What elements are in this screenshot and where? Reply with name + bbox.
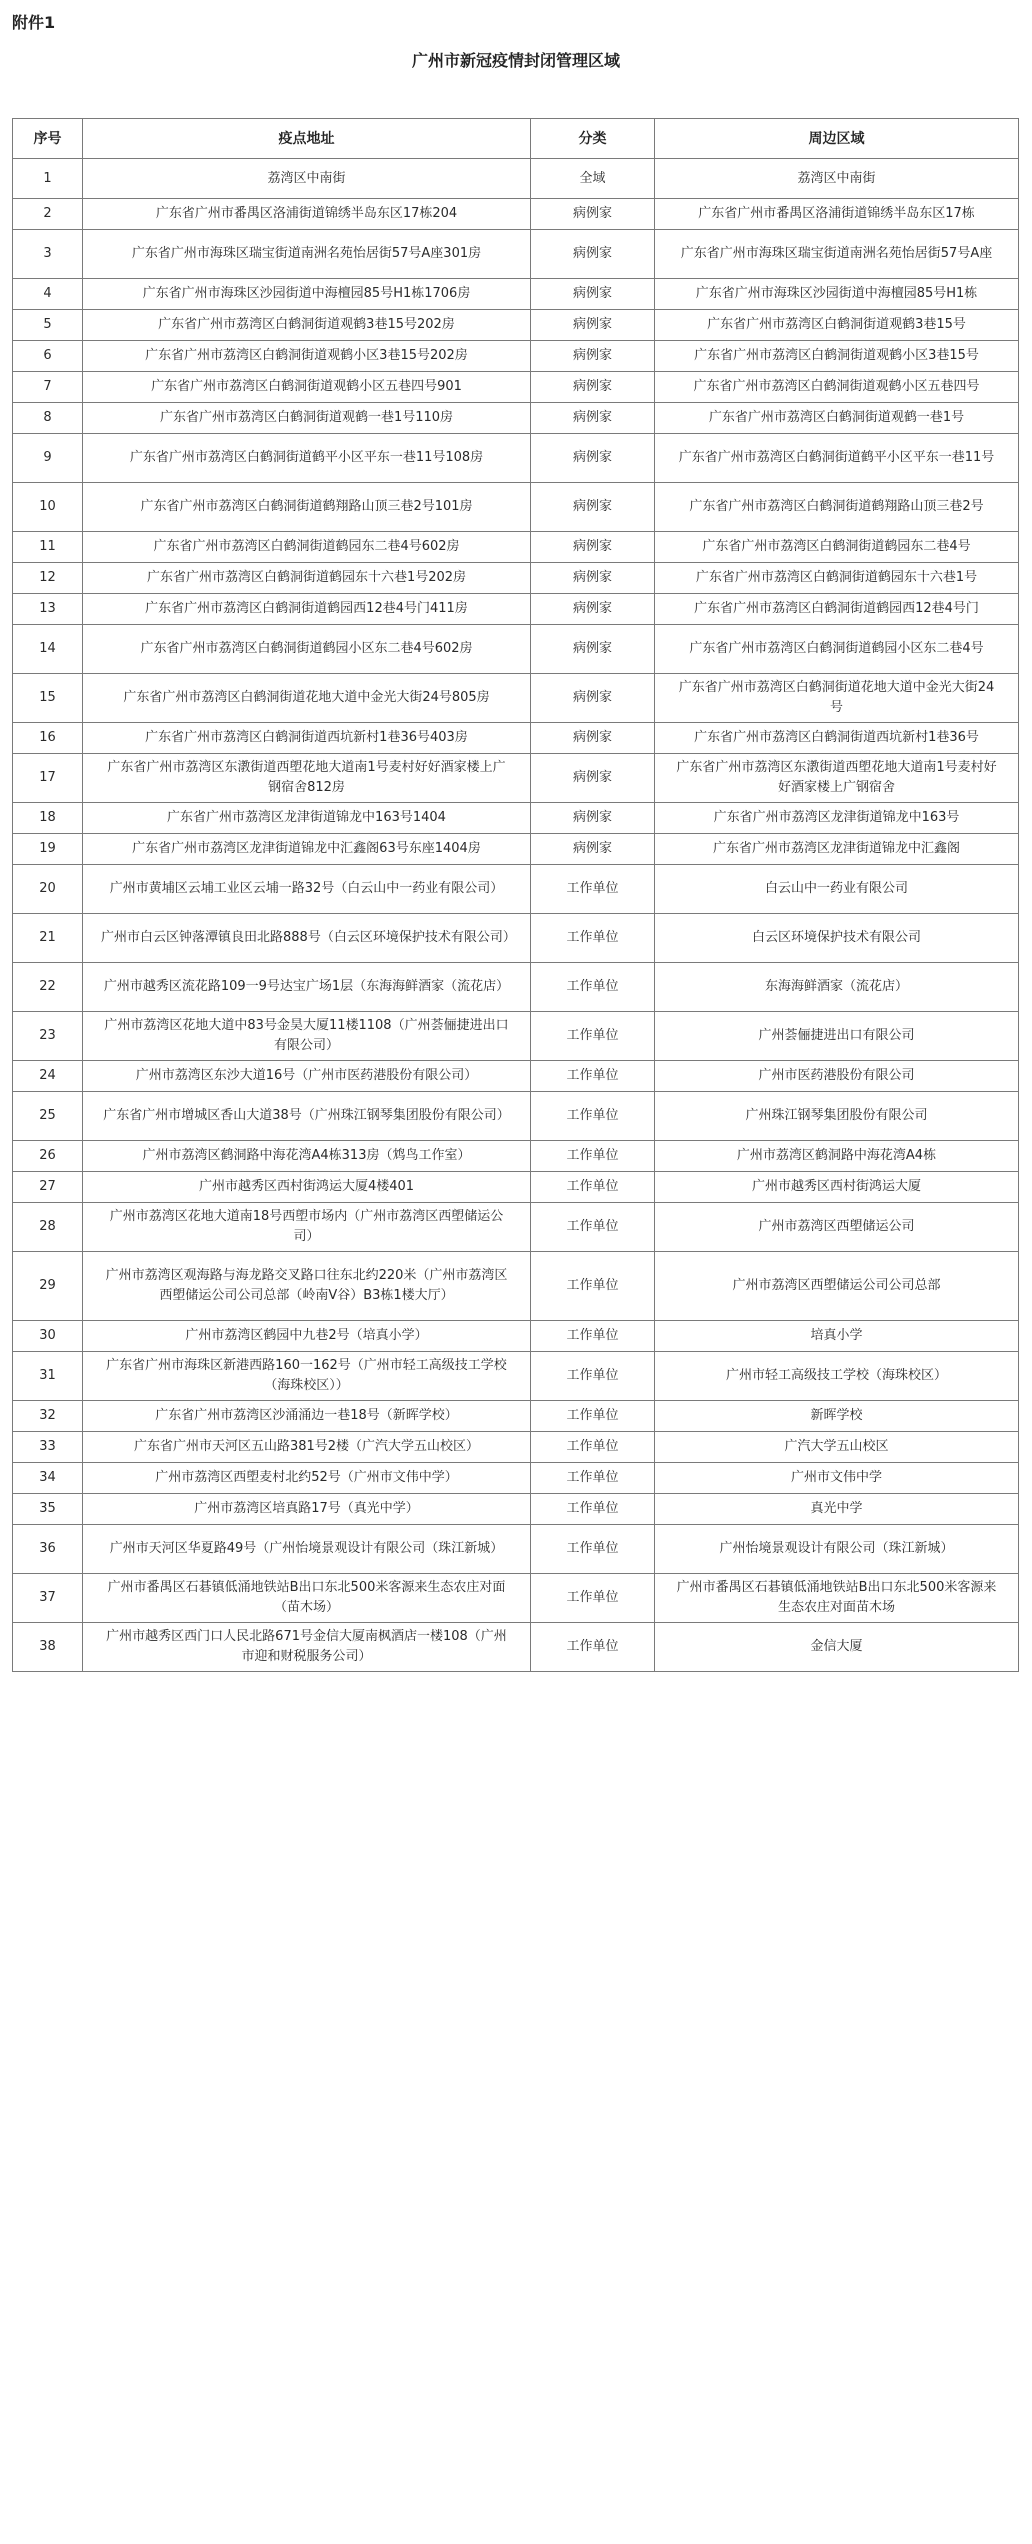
row-category: 病例家 [531,594,655,625]
row-category: 工作单位 [531,865,655,914]
table-row [13,1172,1019,1203]
row-seq: 38 [13,1623,83,1672]
row-category: 病例家 [531,199,655,230]
row-area: 广东省广州市荔湾区白鹤洞街道观鹤3巷15号 [655,310,1019,341]
row-seq: 4 [13,279,83,310]
row-category: 病例家 [531,310,655,341]
row-category: 病例家 [531,230,655,279]
row-area: 广东省广州市荔湾区白鹤洞街道鹤平小区平东一巷11号 [655,434,1019,483]
row-area: 白云山中一药业有限公司 [655,865,1019,914]
row-address: 广东省广州市荔湾区白鹤洞街道鹤翔路山顶三巷2号101房 [83,483,531,532]
row-category: 工作单位 [531,1252,655,1321]
row-category: 工作单位 [531,1623,655,1672]
row-seq: 10 [13,483,83,532]
row-seq: 32 [13,1401,83,1432]
row-category: 全域 [531,159,655,199]
row-address: 广东省广州市海珠区瑞宝街道南洲名苑怡居街57号A座301房 [83,230,531,279]
row-seq: 21 [13,914,83,963]
table-row [13,594,1019,625]
row-address: 广东省广州市荔湾区白鹤洞街道观鹤一巷1号110房 [83,403,531,434]
row-area: 广东省广州市荔湾区白鹤洞街道鹤园西12巷4号门 [655,594,1019,625]
row-address: 广东省广州市荔湾区白鹤洞街道观鹤小区3巷15号202房 [83,341,531,372]
table-row [13,1494,1019,1525]
closure-area-table [12,118,1019,1672]
row-seq: 11 [13,532,83,563]
row-address: 广东省广州市荔湾区龙津街道锦龙中汇鑫阁63号东座1404房 [83,834,531,865]
row-area: 广东省广州市海珠区沙园街道中海檀园85号H1栋 [655,279,1019,310]
row-area: 广东省广州市荔湾区白鹤洞街道观鹤一巷1号 [655,403,1019,434]
header-seq: 序号 [13,119,83,159]
row-address: 广州市荔湾区东沙大道16号（广州市医药港股份有限公司） [83,1061,531,1092]
row-category: 工作单位 [531,1494,655,1525]
row-seq: 34 [13,1463,83,1494]
row-seq: 2 [13,199,83,230]
row-address: 广东省广州市荔湾区白鹤洞街道花地大道中金光大街24号805房 [83,674,531,723]
row-address: 广东省广州市荔湾区白鹤洞街道鹤园东十六巷1号202房 [83,563,531,594]
row-seq: 3 [13,230,83,279]
table-row [13,563,1019,594]
row-seq: 36 [13,1525,83,1574]
table-row [13,341,1019,372]
table-row [13,483,1019,532]
table-row [13,723,1019,754]
row-address: 广州市荔湾区鹤洞路中海花湾A4栋313房（鸩鸟工作室） [83,1141,531,1172]
row-address: 广州市越秀区西村街鸿运大厦4楼401 [83,1172,531,1203]
row-area: 广州市轻工高级技工学校（海珠校区） [655,1352,1019,1401]
row-category: 工作单位 [531,963,655,1012]
row-area: 广州市番禺区石碁镇低涌地铁站B出口东北500米客源来生态农庄对面苗木场 [655,1574,1019,1623]
row-area: 广东省广州市荔湾区东漖街道西塱花地大道南1号麦村好好酒家楼上广钢宿舍 [655,754,1019,803]
row-seq: 29 [13,1252,83,1321]
row-area: 广东省广州市荔湾区龙津街道锦龙中汇鑫阁 [655,834,1019,865]
row-seq: 24 [13,1061,83,1092]
row-area: 广州荟俪捷进出口有限公司 [655,1012,1019,1061]
row-address: 广东省广州市海珠区沙园街道中海檀园85号H1栋1706房 [83,279,531,310]
row-address: 广州市荔湾区观海路与海龙路交叉路口往东北约220米（广州市荔湾区西塱储运公司公司总部（岭南V谷）B3栋1楼大厅） [83,1252,531,1321]
row-address: 广东省广州市番禺区洛浦街道锦绣半岛东区17栋204 [83,199,531,230]
row-seq: 25 [13,1092,83,1141]
row-address: 广州市越秀区西门口人民北路671号金信大厦南枫酒店一楼108（广州市迎和财税服务公司） [83,1623,531,1672]
row-area: 广东省广州市海珠区瑞宝街道南洲名苑怡居街57号A座 [655,230,1019,279]
row-address: 广州市荔湾区花地大道南18号西塱市场内（广州市荔湾区西塱储运公司） [83,1203,531,1252]
row-seq: 28 [13,1203,83,1252]
row-address: 广州市荔湾区西塱麦村北约52号（广州市文伟中学） [83,1463,531,1494]
table-row [13,1432,1019,1463]
row-category: 病例家 [531,434,655,483]
row-address: 广东省广州市荔湾区龙津街道锦龙中163号1404 [83,803,531,834]
table-row [13,532,1019,563]
row-area: 东海海鲜酒家（流花店） [655,963,1019,1012]
row-area: 广州怡境景观设计有限公司（珠江新城） [655,1525,1019,1574]
row-address: 广东省广州市荔湾区白鹤洞街道鹤园西12巷4号门411房 [83,594,531,625]
table-row [13,803,1019,834]
row-category: 工作单位 [531,1463,655,1494]
row-area: 白云区环境保护技术有限公司 [655,914,1019,963]
row-category: 工作单位 [531,1401,655,1432]
row-area: 广汽大学五山校区 [655,1432,1019,1463]
row-seq: 20 [13,865,83,914]
row-category: 工作单位 [531,1574,655,1623]
row-seq: 26 [13,1141,83,1172]
row-area: 新晖学校 [655,1401,1019,1432]
row-seq: 18 [13,803,83,834]
table-row [13,1012,1019,1061]
row-category: 工作单位 [531,1061,655,1092]
row-category: 病例家 [531,834,655,865]
table-row [13,865,1019,914]
row-address: 广州市白云区钟落潭镇良田北路888号（白云区环境保护技术有限公司） [83,914,531,963]
table-row [13,963,1019,1012]
row-area: 广东省广州市荔湾区白鹤洞街道鹤园东二巷4号 [655,532,1019,563]
row-seq: 30 [13,1321,83,1352]
row-category: 工作单位 [531,1321,655,1352]
header-category: 分类 [531,119,655,159]
row-address: 广东省广州市海珠区新港西路160一162号（广州市轻工高级技工学校（海珠校区）） [83,1352,531,1401]
table-row [13,1574,1019,1623]
row-category: 病例家 [531,403,655,434]
row-address: 广东省广州市天河区五山路381号2楼（广汽大学五山校区） [83,1432,531,1463]
table-row [13,914,1019,963]
row-category: 工作单位 [531,1092,655,1141]
row-address: 广东省广州市荔湾区东漖街道西塱花地大道南1号麦村好好酒家楼上广钢宿舍812房 [83,754,531,803]
table-row [13,159,1019,199]
row-category: 病例家 [531,674,655,723]
table-row [13,1525,1019,1574]
row-category: 病例家 [531,483,655,532]
table-row [13,199,1019,230]
table-row [13,834,1019,865]
row-category: 工作单位 [531,914,655,963]
row-address: 广东省广州市荔湾区白鹤洞街道鹤平小区平东一巷11号108房 [83,434,531,483]
row-area: 广东省广州市荔湾区白鹤洞街道鹤园小区东二巷4号 [655,625,1019,674]
row-category: 病例家 [531,279,655,310]
row-category: 工作单位 [531,1203,655,1252]
row-seq: 22 [13,963,83,1012]
row-seq: 8 [13,403,83,434]
row-area: 广州市越秀区西村街鸿运大厦 [655,1172,1019,1203]
row-seq: 13 [13,594,83,625]
row-area: 广州珠江钢琴集团股份有限公司 [655,1092,1019,1141]
row-address: 广州市番禺区石碁镇低涌地铁站B出口东北500米客源来生态农庄对面（苗木场） [83,1574,531,1623]
row-area: 培真小学 [655,1321,1019,1352]
table-row [13,279,1019,310]
row-category: 工作单位 [531,1525,655,1574]
table-row [13,1401,1019,1432]
row-category: 病例家 [531,372,655,403]
table-row [13,754,1019,803]
row-seq: 1 [13,159,83,199]
row-category: 工作单位 [531,1432,655,1463]
table-row [13,1203,1019,1252]
row-seq: 35 [13,1494,83,1525]
table-row [13,310,1019,341]
row-address: 广州市黄埔区云埔工业区云埔一路32号（白云山中一药业有限公司） [83,865,531,914]
row-seq: 31 [13,1352,83,1401]
row-address: 广东省广州市荔湾区白鹤洞街道鹤园东二巷4号602房 [83,532,531,563]
row-area: 广东省广州市荔湾区白鹤洞街道西坑新村1巷36号 [655,723,1019,754]
attachment-label: 附件1 [12,13,56,32]
header-area: 周边区域 [655,119,1019,159]
row-category: 工作单位 [531,1012,655,1061]
row-seq: 17 [13,754,83,803]
row-seq: 15 [13,674,83,723]
row-area: 广东省广州市荔湾区白鹤洞街道鹤翔路山顶三巷2号 [655,483,1019,532]
row-category: 病例家 [531,625,655,674]
row-category: 病例家 [531,341,655,372]
table-row [13,1061,1019,1092]
row-address: 广州市越秀区流花路109一9号达宝广场1层（东海海鲜酒家（流花店） [83,963,531,1012]
row-address: 广东省广州市荔湾区白鹤洞街道观鹤小区五巷四号901 [83,372,531,403]
table-row [13,1092,1019,1141]
row-category: 病例家 [531,532,655,563]
row-seq: 14 [13,625,83,674]
table-row [13,372,1019,403]
row-area: 真光中学 [655,1494,1019,1525]
table-row [13,403,1019,434]
row-seq: 27 [13,1172,83,1203]
row-seq: 7 [13,372,83,403]
row-area: 广东省广州市番禺区洛浦街道锦绣半岛东区17栋 [655,199,1019,230]
row-address: 广东省广州市荔湾区沙涌涌边一巷18号（新晖学校） [83,1401,531,1432]
row-area: 荔湾区中南街 [655,159,1019,199]
row-area: 广东省广州市荔湾区白鹤洞街道观鹤小区3巷15号 [655,341,1019,372]
row-area: 广州市荔湾区西塱储运公司 [655,1203,1019,1252]
row-area: 广东省广州市荔湾区白鹤洞街道观鹤小区五巷四号 [655,372,1019,403]
row-area: 广州市荔湾区鹤洞路中海花湾A4栋 [655,1141,1019,1172]
row-seq: 6 [13,341,83,372]
row-category: 工作单位 [531,1141,655,1172]
table-row [13,1463,1019,1494]
row-area: 广东省广州市荔湾区白鹤洞街道花地大道中金光大街24号 [655,674,1019,723]
row-area: 广州市文伟中学 [655,1463,1019,1494]
table-row [13,625,1019,674]
row-address: 广州市天河区华夏路49号（广州怡境景观设计有限公司（珠江新城） [83,1525,531,1574]
row-address: 广州市荔湾区花地大道中83号金昊大厦11楼1108（广州荟俪捷进出口有限公司） [83,1012,531,1061]
row-seq: 37 [13,1574,83,1623]
row-address: 广东省广州市荔湾区白鹤洞街道观鹤3巷15号202房 [83,310,531,341]
header-address: 疫点地址 [83,119,531,159]
table-row [13,230,1019,279]
row-seq: 9 [13,434,83,483]
table-row [13,1321,1019,1352]
table-row [13,674,1019,723]
row-address: 荔湾区中南街 [83,159,531,199]
table-body [13,159,1019,1672]
row-category: 工作单位 [531,1172,655,1203]
table-header-row [13,119,1019,159]
document-title: 广州市新冠疫情封闭管理区域 [411,51,620,70]
row-area: 金信大厦 [655,1623,1019,1672]
row-area: 广州市荔湾区西塱储运公司公司总部 [655,1252,1019,1321]
row-address: 广东省广州市荔湾区白鹤洞街道西坑新村1巷36号403房 [83,723,531,754]
table-row [13,1352,1019,1401]
row-category: 病例家 [531,754,655,803]
table-row [13,434,1019,483]
row-category: 病例家 [531,723,655,754]
row-seq: 16 [13,723,83,754]
row-address: 广州市荔湾区鹤园中九巷2号（培真小学） [83,1321,531,1352]
row-address: 广东省广州市荔湾区白鹤洞街道鹤园小区东二巷4号602房 [83,625,531,674]
row-seq: 5 [13,310,83,341]
row-category: 病例家 [531,803,655,834]
row-area: 广东省广州市荔湾区龙津街道锦龙中163号 [655,803,1019,834]
row-category: 病例家 [531,563,655,594]
row-address: 广州市荔湾区培真路17号（真光中学） [83,1494,531,1525]
row-seq: 23 [13,1012,83,1061]
table-row [13,1252,1019,1321]
row-address: 广东省广州市增城区香山大道38号（广州珠江钢琴集团股份有限公司） [83,1092,531,1141]
row-seq: 12 [13,563,83,594]
row-seq: 19 [13,834,83,865]
table-row [13,1141,1019,1172]
table-row [13,1623,1019,1672]
row-seq: 33 [13,1432,83,1463]
row-area: 广州市医药港股份有限公司 [655,1061,1019,1092]
row-category: 工作单位 [531,1352,655,1401]
row-area: 广东省广州市荔湾区白鹤洞街道鹤园东十六巷1号 [655,563,1019,594]
